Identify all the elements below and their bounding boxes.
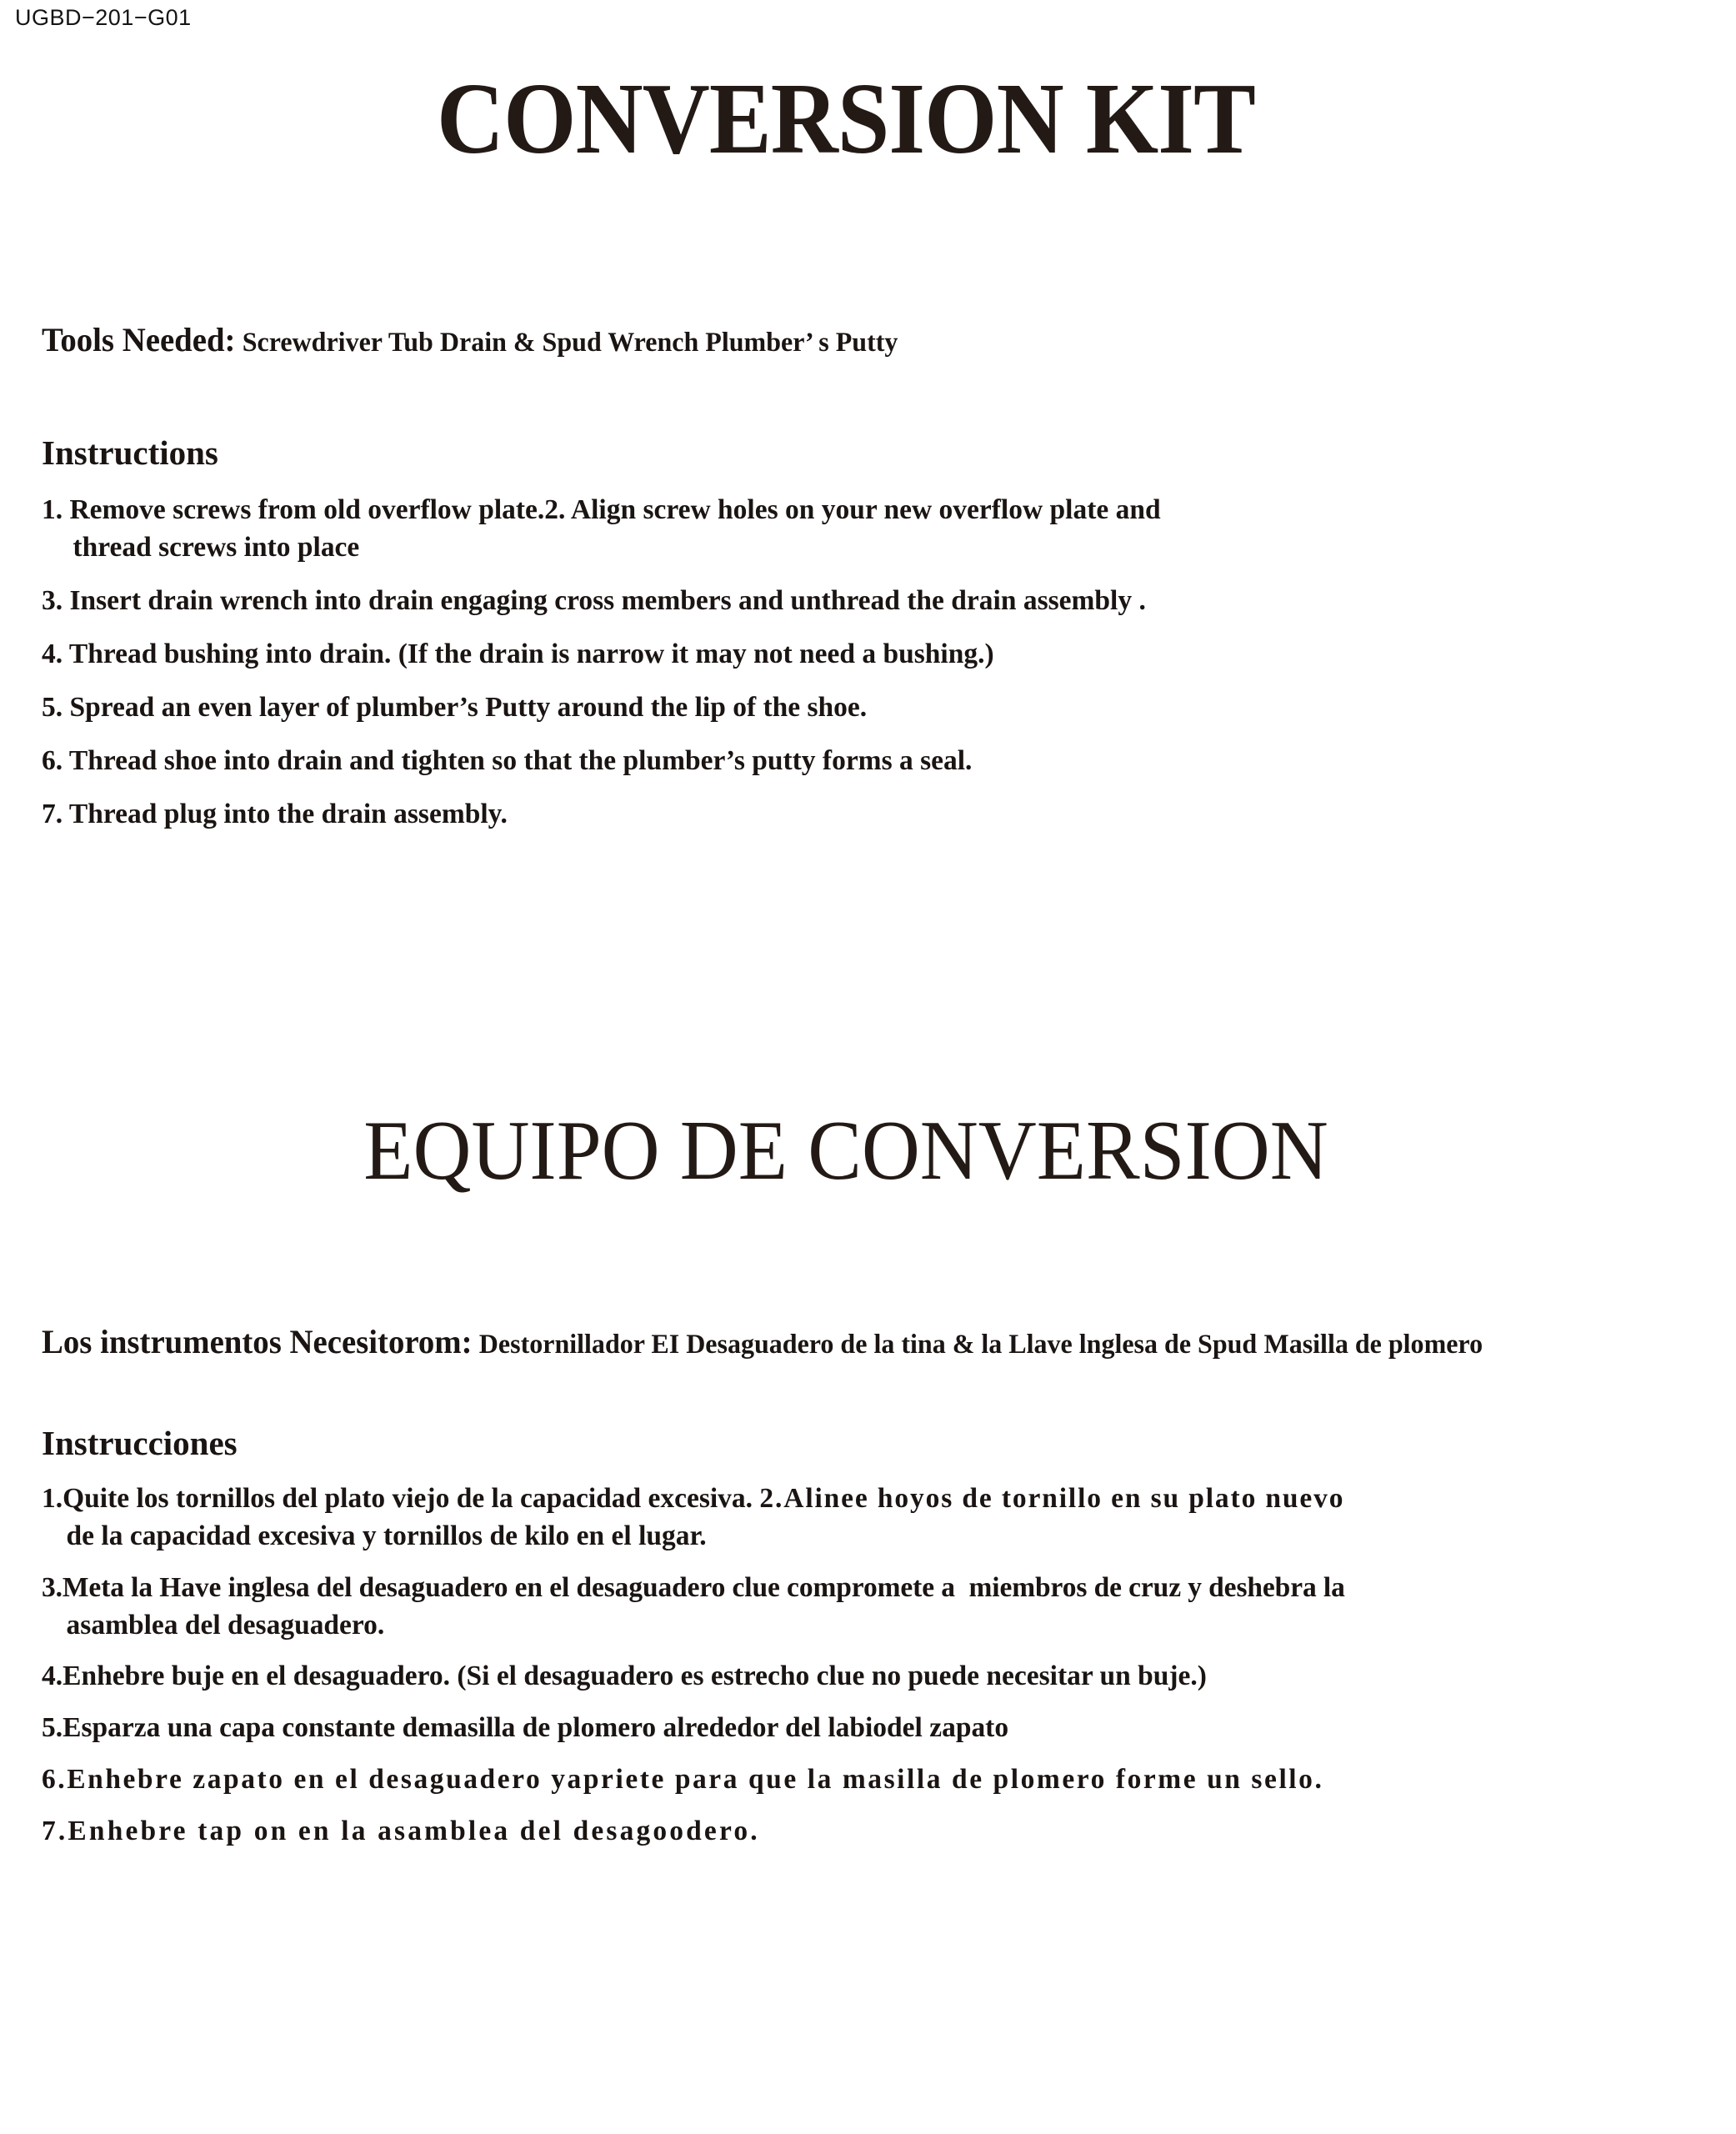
part-number-code: UGBD−201−G01 xyxy=(15,5,192,30)
instruction-list-english xyxy=(42,492,1650,833)
tools-needed-line-spanish xyxy=(42,1319,1602,1365)
list-item xyxy=(42,492,1626,567)
list-item: 4.Enhebre buje en el desaguadero. (Si el desaguadero es estrecho clue no puede necesitar un buje.) xyxy=(42,1661,1207,1692)
step-text-part2: 2.Alinee hoyos de tornillo en su plato nuevo xyxy=(759,1482,1345,1514)
list-item: 6.Enhebre zapato en el desaguadero yapriete para que la masilla de plomero forme un sello. xyxy=(42,1764,1324,1796)
step-text: 1. Remove screws from old overflow plate.2. Align screw holes on your new overflow plate and xyxy=(42,494,1161,526)
instructions-section-english xyxy=(42,433,1650,833)
tools-needed-value-spanish-line2: Masilla de plomero xyxy=(1263,1329,1483,1360)
list-item: 7. Thread plug into the drain assembly. xyxy=(42,798,508,829)
tools-needed-label-spanish: Los instrumentos Necesitorom: xyxy=(42,1322,473,1360)
step-text: 3.Meta la Have inglesa del desaguadero en el desaguadero clue compromete a miembros de cruz y deshebra la xyxy=(42,1571,1345,1603)
instruction-list-spanish xyxy=(42,1480,1650,1851)
list-item: 6. Thread shoe into drain and tighten so that the plumber’s putty forms a seal. xyxy=(42,744,973,776)
tools-needed-label-english: Tools Needed: xyxy=(42,321,236,358)
list-item: 4. Thread bushing into drain. (If the drain is narrow it may not need a bushing.) xyxy=(42,639,994,669)
step-text-continued: de la capacidad excesiva y tornillos de kilo en el lugar. xyxy=(66,1520,707,1551)
list-item: 7.Enhebre tap on en la asamblea del desagoodero. xyxy=(42,1816,760,1846)
list-item: 3. Insert drain wrench into drain engaging cross members and unthread the drain assembly . xyxy=(42,585,1146,617)
page-title-spanish: EQUIPO DE CONVERSION xyxy=(363,1103,1328,1198)
tools-needed-value-spanish: Destornillador EI Desaguadero de la tina & la Llave lnglesa de Spud xyxy=(478,1329,1258,1360)
step-text-continued: asamblea del desaguadero. xyxy=(66,1609,385,1641)
instructions-heading-english: Instructions xyxy=(42,433,218,473)
tools-needed-english xyxy=(42,317,1650,363)
list-item: 5.Esparza una capa constante demasilla de plomero alrededor del labiodel zapato xyxy=(42,1712,1009,1744)
step-text: 1.Quite los tornillos del plato viejo de la capacidad excesiva. xyxy=(42,1482,760,1514)
document-content xyxy=(42,58,1650,1851)
instructions-section-spanish xyxy=(42,1423,1650,1851)
instructions-heading-spanish: Instrucciones xyxy=(42,1423,238,1462)
list-item xyxy=(42,1570,1626,1645)
list-item: 5. Spread an even layer of plumber’s Putty around the lip of the shoe. xyxy=(42,691,868,723)
tools-needed-value-english: Screwdriver Tub Drain & Spud Wrench Plumber’ s Putty xyxy=(242,328,898,358)
list-item xyxy=(42,1480,1626,1555)
tools-needed-spanish xyxy=(42,1319,1650,1365)
tools-needed-line-english xyxy=(42,317,1602,363)
spanish-section xyxy=(42,1103,1650,1198)
step-text-continued: thread screws into place xyxy=(73,532,360,564)
page-title-english: CONVERSION KIT xyxy=(437,63,1255,175)
